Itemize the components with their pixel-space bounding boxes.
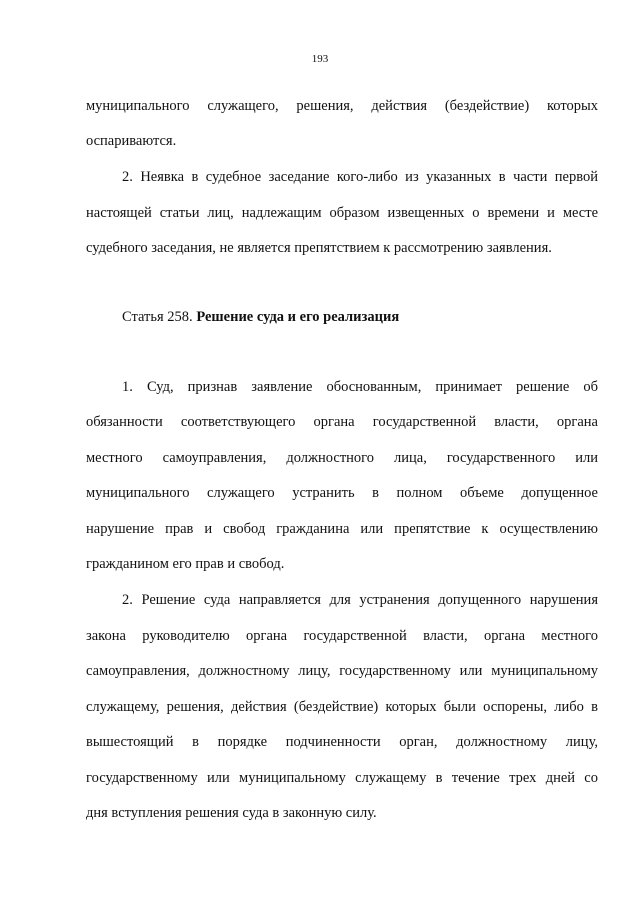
text-line: государственному или муниципальному служащему в течение трех дней со xyxy=(86,770,598,786)
text-line: 2. Решение суда направляется для устранения допущенного нарушения xyxy=(122,592,598,608)
text-line: закона руководителю органа государственной власти, органа местного xyxy=(86,628,598,644)
text-line: муниципального служащего, решения, действия (бездействие) которых xyxy=(86,98,598,114)
text-line: служащему, решения, действия (бездействие) которых были оспорены, либо в xyxy=(86,699,598,715)
text-line: настоящей статьи лиц, надлежащим образом извещенных о времени и месте xyxy=(86,205,598,221)
text-line: дня вступления решения суда в законную силу. xyxy=(86,805,377,821)
text-line: 1. Суд, признав заявление обоснованным, принимает решение об xyxy=(122,379,598,395)
text-line: обязанности соответствующего органа государственной власти, органа xyxy=(86,414,598,430)
text-line: муниципального служащего устранить в полном объеме допущенное xyxy=(86,485,598,501)
text-line: самоуправления, должностному лицу, государственному или муниципальному xyxy=(86,663,598,679)
text-line: местного самоуправления, должностного лица, государственного или xyxy=(86,450,598,466)
text-line: нарушение прав и свобод гражданина или препятствие к осуществлению xyxy=(86,521,598,537)
text-line: 2. Неявка в судебное заседание кого-либо из указанных в части первой xyxy=(122,169,598,185)
page-number: 193 xyxy=(311,53,329,65)
text-line: оспариваются. xyxy=(86,133,177,149)
text-line: судебного заседания, не является препятствием к рассмотрению заявления. xyxy=(86,240,552,256)
article-number: Статья 258. xyxy=(122,309,193,325)
article-heading xyxy=(122,307,598,327)
text-line: гражданином его прав и свобод. xyxy=(86,556,285,572)
article-title: Решение суда и его реализация xyxy=(196,309,400,325)
text-line: вышестоящий в порядке подчиненности орган, должностному лицу, xyxy=(86,734,598,750)
